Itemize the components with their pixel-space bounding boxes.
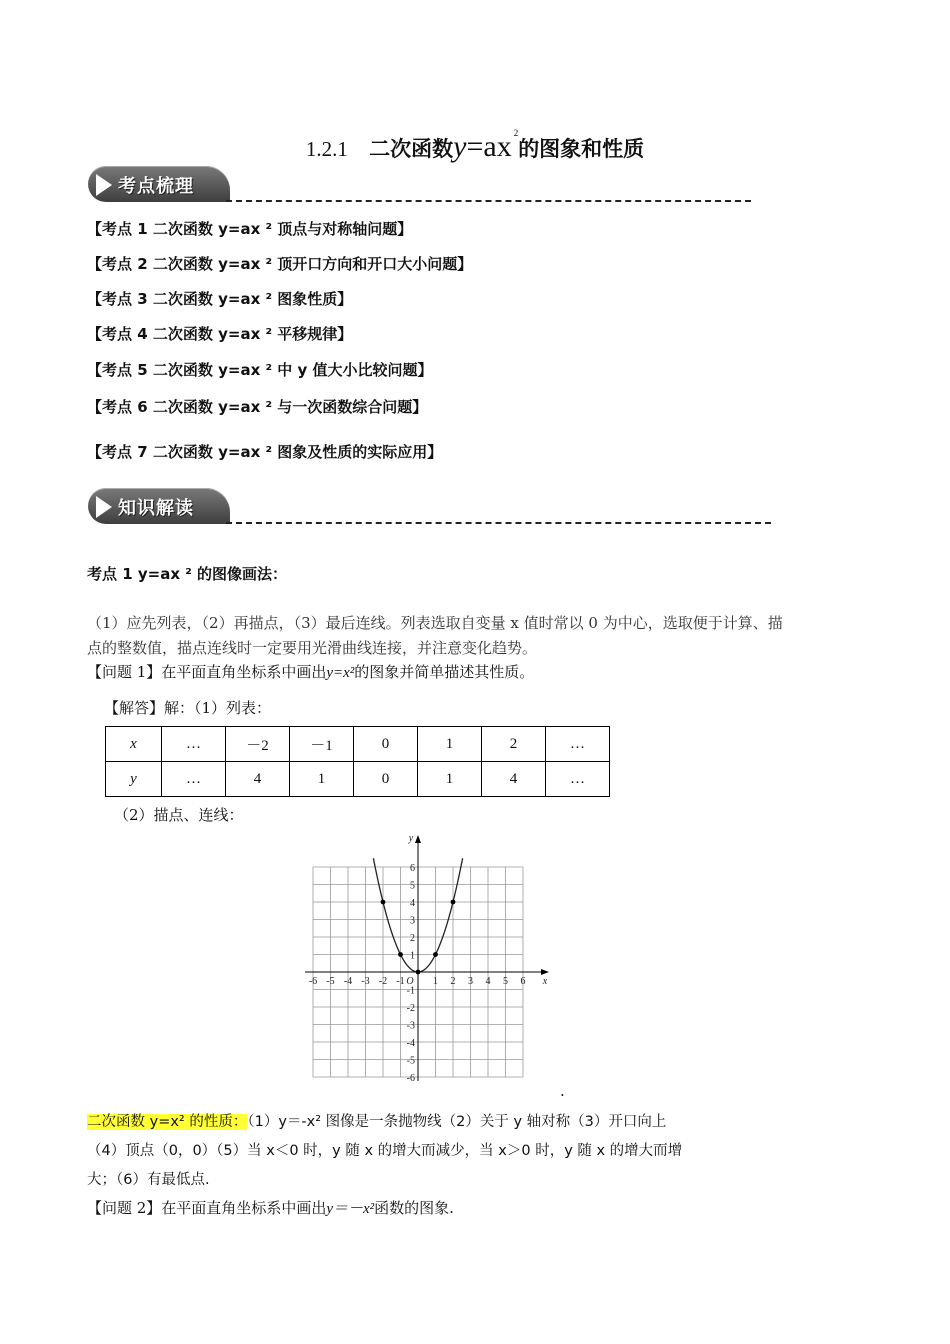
kaodian-item-5: 【考点 5 二次函数 y=ax ² 中 y 值大小比较问题】	[87, 361, 433, 379]
paragraph-line-1: （1）应先列表，（2）再描点，（3）最后连线。列表选取自变量 x 值时常以 0 为中心，选取便于计算、描	[87, 614, 783, 632]
question-1-prefix: 【问题 1】在平面直角坐标系中画出	[87, 663, 327, 681]
properties-block	[87, 1108, 767, 1195]
table-cell: …	[546, 727, 610, 762]
kaodian-item-4: 【考点 4 二次函数 y=ax ² 平移规律】	[87, 325, 353, 343]
x-tick-label: -3	[361, 976, 370, 987]
kaodian-item-6: 【考点 6 二次函数 y=ax ² 与一次函数综合问题】	[87, 398, 428, 416]
table-cell: 1	[418, 727, 482, 762]
plot-point	[416, 970, 421, 975]
table-cell: 4	[226, 762, 290, 797]
x-axis-label: x	[542, 976, 548, 987]
paragraph-line-2: 点的整数值，描点连线时一定要用光滑曲线连接，并注意变化趋势。	[87, 639, 538, 657]
title-formula-rest: =ax	[466, 130, 512, 163]
value-table	[105, 726, 610, 797]
y-axis-label: y	[408, 833, 414, 844]
y-tick-label: 2	[410, 933, 415, 944]
banner-tab	[88, 166, 230, 202]
kaodian-item-3: 【考点 3 二次函数 y=ax ² 图象性质】	[87, 290, 353, 308]
table-cell: 2	[482, 727, 546, 762]
table-cell: …	[162, 762, 226, 797]
title-formula	[453, 130, 512, 163]
table-cell: －1	[290, 727, 354, 762]
y-tick-label: -4	[406, 1038, 415, 1049]
table-row-y	[106, 762, 610, 797]
banner-label: 知识解读	[118, 498, 194, 519]
properties-line-3: 大；（6）有最低点.	[87, 1172, 210, 1188]
y-tick-label: -5	[406, 1055, 415, 1067]
parabola-graph	[290, 825, 575, 1090]
question-2-prefix: 【问题 2】在平面直角坐标系中画出	[87, 1199, 327, 1217]
question-1-formula: y=x²	[326, 665, 355, 681]
plot-point	[398, 952, 403, 957]
y-tick-label: -2	[406, 1003, 415, 1014]
title-formula-y: y	[453, 130, 467, 163]
x-tick-label: -6	[308, 976, 318, 987]
table-cell: －2	[226, 727, 290, 762]
title-text-before: 二次函数	[369, 136, 454, 161]
x-tick-label: 1	[433, 976, 438, 987]
y-tick-label: -6	[406, 1073, 415, 1084]
y-tick-label: 3	[410, 915, 415, 927]
banner-tab	[88, 488, 230, 524]
banner-kaodian	[88, 166, 753, 204]
play-triangle-icon	[96, 174, 112, 196]
banner-label: 考点梳理	[118, 176, 194, 197]
title-text-after: 的图象和性质	[518, 136, 645, 161]
page-title	[0, 128, 950, 164]
title-superscript: 2	[513, 128, 519, 138]
x-tick-label: -5	[326, 976, 335, 987]
plot-point	[451, 900, 456, 905]
x-tick-label: 3	[468, 976, 473, 987]
banner-zhishi	[88, 488, 773, 526]
table-cell: 0	[354, 762, 418, 797]
y-tick-label: 4	[410, 898, 415, 909]
table-cell: 1	[290, 762, 354, 797]
properties-line-1	[87, 1108, 767, 1137]
y-axis-arrow-icon	[415, 835, 421, 843]
x-tick-label: 5	[503, 976, 508, 987]
table-cell: 1	[418, 762, 482, 797]
x-tick-label: 6	[520, 976, 526, 987]
origin-label: O	[406, 976, 414, 987]
table-cell: 4	[482, 762, 546, 797]
x-tick-label: 2	[450, 976, 456, 987]
axes	[305, 835, 549, 1081]
x-tick-label: -1	[396, 976, 405, 987]
step-2-label: （2）描点、连线：	[114, 806, 244, 824]
x-tick-label: -2	[378, 976, 388, 987]
section-heading: 考点 1 y=ax ² 的图像画法：	[87, 565, 288, 583]
table-cell: …	[546, 762, 610, 797]
y-tick-label: 1	[410, 950, 415, 962]
y-tick-label: 5	[410, 880, 415, 892]
x-axis-arrow-icon	[541, 969, 549, 975]
question-1-suffix: 的图象并简单描述其性质。	[354, 663, 535, 681]
banner-dashed-line	[226, 200, 751, 202]
title-number: 1.2.1	[305, 137, 348, 161]
table-cell: …	[162, 727, 226, 762]
y-tick-label: -3	[406, 1020, 415, 1032]
tick-labels	[309, 833, 548, 1084]
plot-point	[433, 952, 438, 957]
dot-mark: .	[560, 1082, 565, 1100]
y-tick-label: -1	[406, 985, 415, 997]
properties-highlight: 二次函数 y=x² 的性质：	[87, 1114, 248, 1130]
play-triangle-icon	[96, 496, 112, 518]
plot-point	[381, 900, 386, 905]
question-2	[87, 1197, 454, 1218]
x-tick-label: 4	[485, 976, 491, 987]
properties-line-2: （4）顶点（0，0）（5）当 x＜0 时，y 随 x 的增大而减少，当 x＞0 时，y 随 x 的增大而增	[87, 1143, 683, 1159]
kaodian-item-1: 【考点 1 二次函数 y=ax ² 顶点与对称轴问题】	[87, 220, 413, 238]
table-header-y: y	[106, 762, 162, 797]
properties-text-1: （1）y＝-x² 图像是一条抛物线（2）关于 y 轴对称（3）开口向上	[247, 1114, 667, 1130]
question-2-formula: y＝－x²	[326, 1201, 375, 1217]
table-row-x	[106, 727, 610, 762]
question-1	[87, 661, 534, 682]
y-tick-label: 6	[410, 863, 415, 874]
kaodian-item-7: 【考点 7 二次函数 y=ax ² 图象及性质的实际应用】	[87, 443, 443, 461]
answer-label: 【解答】解：（1）列表：	[104, 699, 272, 717]
table-header-x: x	[106, 727, 162, 762]
kaodian-item-2: 【考点 2 二次函数 y=ax ² 顶开口方向和开口大小问题】	[87, 255, 473, 273]
table-cell: 0	[354, 727, 418, 762]
banner-dashed-line	[226, 522, 771, 524]
x-tick-label: -4	[343, 976, 353, 987]
question-2-suffix: 函数的图象.	[374, 1199, 454, 1217]
